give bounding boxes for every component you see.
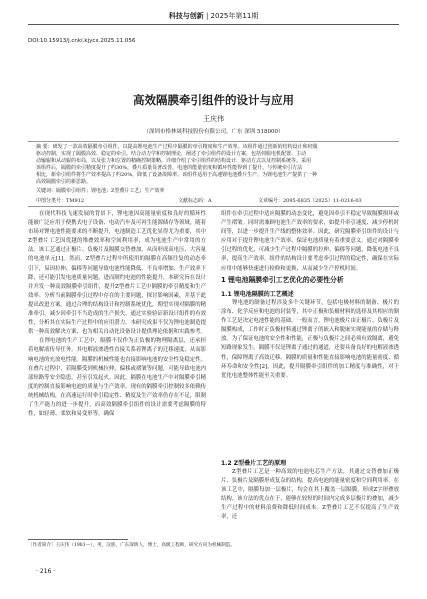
document-code: 文献标志码：A bbox=[178, 198, 212, 204]
section-1-heading: 1 锂电池隔膜牵引工艺优化的必要性分析 bbox=[221, 276, 344, 284]
body-paragraph: 锂电池的制备过程涉及多个关键环节，包括电极材料的制备、极片的涂布、化学反应和电池的封装等，其中正极和负极材料的选择及其相应的制作工艺是决定电池性能的基础。一般而言，锂电池极片由正极片、负极片及隔膜构成，工作时正负极材料通过锂离子的嵌入和脱嵌实现能量的存储与释放。为了保证电池的安全性和性能，正极与负极片之间必须有效隔离，避免短路现象发生。隔膜不仅是锂离子通过的通道，还要具备良好的电解液渗透性，保障锂离子高效迁移。隔膜的质量和性能直接影响电池的能量密度、循环寿命和安全性[2]。因此，提升隔膜牵引组件的加工精度与准确性，对于优化电池整体性能至关重要。 bbox=[221, 300, 399, 379]
keywords-line: 关键词：隔膜牵引组件；锂电池；Z型叠片工艺；生产效率 bbox=[36, 188, 165, 194]
clc-number: 中图分类号：TM912 bbox=[36, 198, 84, 204]
section-1-1-heading: 1.1 锂电池隔膜的工艺概述 bbox=[221, 291, 294, 298]
author-name: 王庆伟 bbox=[203, 115, 224, 123]
abstract-top-rule bbox=[28, 141, 399, 142]
running-header-text bbox=[0, 11, 427, 21]
paper-title: 高效隔膜牵引组件的设计与应用 bbox=[133, 93, 294, 107]
section-1-1-body bbox=[221, 299, 399, 454]
journal-issue: 2025年第11期 bbox=[210, 12, 259, 20]
abstract-line: 驱动控制，实现了隔膜高效、稳定的牵引。结合动力学和控制理论，阐述了牵引组件的设计方案，包括伺服电机配置、主动 bbox=[36, 151, 307, 157]
abstract-line: 动输辊和从动辊的布局，以及张力和位置的精确控制策略。详细介绍了牵引组件的结构设计、驱动方式以及控制系统等。采用 bbox=[36, 158, 312, 164]
abstract-line: 该组件后，隔膜的牵引精度提升了约30%，叠片质量显著改善，电池的能量密度和循环性能得到了提升。与传统牵引方法 bbox=[36, 165, 303, 171]
journal-section: 科技与创新 bbox=[168, 12, 204, 20]
doi-line: DOI:10.15913/j.cnki.kjycx.2025.11.056 bbox=[28, 38, 136, 44]
abstract-line: 高效隔膜牵引的新思路。 bbox=[36, 179, 92, 185]
abstract-line: 相比，新牵引组件将生产效率提高了约20%，降低了设备故障率。该组件适用于高速锂电池叠片生产，为锂电池生产提供了一种 bbox=[36, 172, 318, 178]
abstract-bottom-rule bbox=[28, 206, 399, 207]
body-paragraph: 在锂电池的生产工艺中，隔膜不仅作为正负极的物理隔离层，还承担着电解液传导任务。其电解液渗透性直接关系着锂离子的迁移速度，从而影响电池的充放电性能。隔膜的机械性能也直接影响电池的安全性及稳定性。在叠片过程中，若隔膜受到机械拉伸、偏移或褶皱等问题，可能导致电池内部短路等安全隐患，甚至引发起火。因此，隔膜在电池生产中对隔膜牵引精度的控制直接影响电池的质量与生产效率，现有的隔膜牵引控制较多依赖传统机械结构，在高速运行时牵引稳定性、精度及生产效率仍存在不足，限制了生产能力的进一步提升。而高效隔膜牵引组件的设计需要考虑隔膜的特性，如轻薄、柔软和易变形等，确保 bbox=[28, 338, 206, 418]
section-1-2-body bbox=[221, 468, 399, 568]
author-footnote: ［作者简介］王庆伟（1981—），男，汉族，广东深圳人，博士，高级工程师，研究方向为机械制造。 bbox=[28, 543, 235, 548]
footnote-rule bbox=[28, 539, 128, 540]
body-paragraph: Z型叠片工艺是一种高效的电池电芯生产方法，其通过交替叠加正极片、负极片及隔膜形成复杂的结构，提高电池的能量密度和空间利用率。在该工艺中，隔膜每加一层极片，均会在其上覆盖一层隔膜，形成Z字形叠放结构。该方法的优点在于，能够在较短的时间内完成多层极片的叠加，减少生产过程中的材料浪费和降低时间成本。Z型叠片工艺不仅提高了生产效率，还 bbox=[221, 469, 399, 521]
body-paragraph: 组件在牵引过程中适应隔膜的动态变化，避免因牵引不稳定导致隔膜损坏或产生褶皱。同时需兼顾电池生产效率的要求，如提升牵引速度、减少停机时间等，以进一步提升生产线的整体效率。因此，研究隔膜牵引组件的设计与应用对于提升锂电池生产效率、保证电池质量有着重要意义。通过对隔膜牵引过程的优化，可减少生产过程中隔膜的拉伸、偏移等问题，降低电池不良率，提高生产效率。组件的结构设计要考虑牵引过程的稳定性，确保在实际应用中能够快速进行检修和更换，从而减少生产停机时间。 bbox=[221, 211, 399, 272]
header-separator: | bbox=[205, 12, 209, 20]
abstract-line: 摘 要：研发了一款高效隔膜牵引组件，以提高锂电池生产过程中隔膜的牵引精度和生产效率。该组件通过创新的结构设计和伺服 bbox=[36, 144, 318, 150]
article-number: 文章编号：2095-6835（2025）11-0216-03 bbox=[258, 198, 362, 204]
right-column-intro bbox=[221, 210, 399, 272]
author-affiliation: （深圳市格林晟科技股份有限公司，广东 深圳 518000） bbox=[143, 129, 284, 135]
body-paragraph: 在现代科技飞速发展的背景下，锂电池因高能量密度和良好的循环性能被广泛应用于便携式电子设备、电动汽车及可再生能源储存等领域。随着市场对锂电池性能要求的不断提升，电池制造工艺优化显得尤为重要，其中Z型叠片工艺因优越的堆叠效率和空间利用率，成为电池生产中常用的方法。该工艺通过正极片、负极片及隔膜交替叠加，从而形成高电压、大容量的电池单元[1]。然而，Z型叠片过程中所使用的隔膜在高频往复的动态牵引下，易因拉伸、偏移等问题导致电池性能降低、不良率增加、生产效率下降，还可能引发电池质量问题，进而制约电池的性能提升。本研究旨在设计并开发一种高效隔膜牵引组件，提升Z型叠片工艺中隔膜的牵引精度和生产效率。分析当前隔膜牵引过程中存在的主要问题，探讨影响因素，并基于此提出改进方案。通过合理的结构设计和控制系统优化，期望实现对隔膜的精准牵引，减少因牵引不当造成的生产损失。通过实验验证新设计组件的有效性，分析其在实际生产过程中的应用潜力。本研究成果不仅为锂电池制造提供一种高效解决方案，也为相关自动化设备设计提供理论依据和实践参考。 bbox=[28, 211, 206, 336]
running-header bbox=[0, 0, 427, 28]
section-1-2-heading: 1.2 Z型叠片工艺的原理 bbox=[221, 460, 287, 467]
left-column bbox=[28, 210, 206, 537]
page-number: · 216 · bbox=[36, 568, 56, 575]
header-rule bbox=[28, 24, 399, 25]
